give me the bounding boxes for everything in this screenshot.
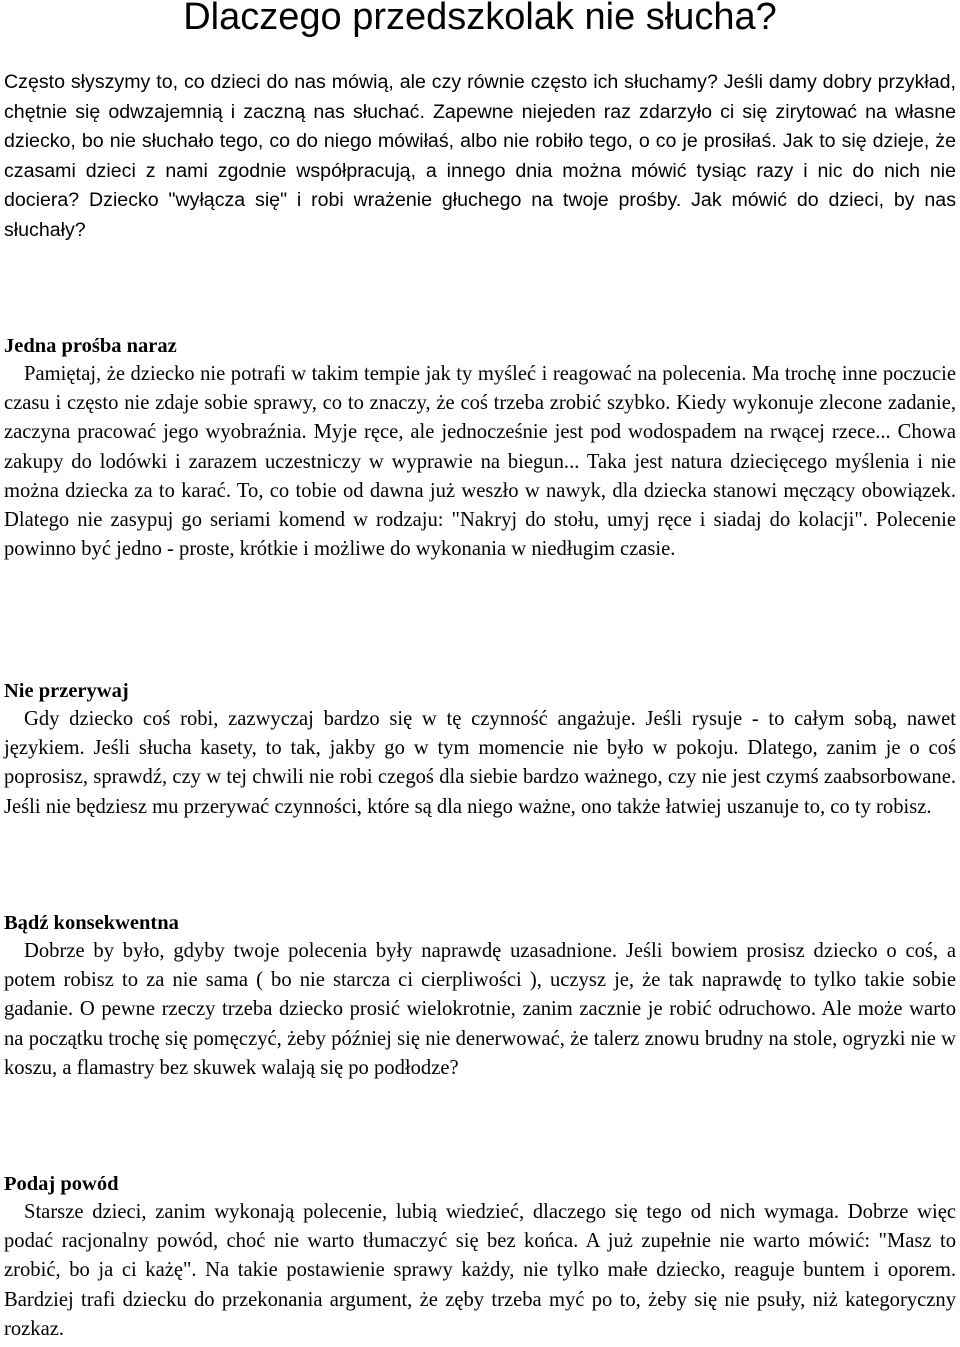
section-heading: Podaj powód [4,1173,119,1195]
section-give-reason [4,1170,956,1344]
section-paragraph: Starsze dzieci, zanim wykonają polecenie, lubią wiedzieć, dlaczego się tego od nich wymaga. Dobrze więc podać racjonalny powód, choć nie warto tłumaczyć się bez końca. A już zupełnie nie warto mówić: "Masz to zrobić, bo ja ci każę". Na takie postawienie sprawy każdy, nie tylko małe dziecko, reaguje buntem i oporem. Bardziej trafi dziecku do przekonania argument, że zęby trzeba myć po to, żeby się nie psuły, niż kategoryczny rozkaz. [4,1201,956,1340]
section-heading: Jedna prośba naraz [4,335,177,357]
section-be-consistent [4,909,956,1083]
section-paragraph: Gdy dziecko coś robi, zazwyczaj bardzo się w tę czynność angażuje. Jeśli rysuje - to całym sobą, nawet językiem. Jeśli słucha kasety, to tak, jakby go w tym momencie nie było w pokoju. Dlatego, zanim je o coś poprosisz, sprawdź, czy w tej chwili nie robi czegoś dla siebie bardzo ważnego, czy nie jest czymś zaabsorbowane. Jeśli nie będziesz mu przerywać czynności, które są dla niego ważne, ono także łatwiej uszanuje to, co ty robisz. [4,708,956,818]
document-title: Dlaczego przedszkolak nie słucha? [183,0,777,38]
intro-paragraph: Często słyszymy to, co dzieci do nas mówią, ale czy równie często ich słuchamy? Jeśli damy dobry przykład, chętnie się odwzajemnią i zaczną nas słuchać. Zapewne niejeden raz zdarzyło ci się zirytować na własne dziecko, bo nie słuchało tego, co do niego mówiłaś, albo nie robiło tego, o co je prosiłaś. Jak to się dzieje, że czasami dzieci z nami zgodnie współpracują, a innego dnia można mówić tysiąc razy i nic do nich nie dociera? Dziecko "wyłącza się" i robi wrażenie głuchego na twoje prośby. Jak mówić do dzieci, by nas słuchały? [4,71,956,241]
section-one-request [4,332,956,564]
section-heading: Bądź konsekwentna [4,912,179,934]
section-heading: Nie przerywaj [4,680,129,702]
section-paragraph: Pamiętaj, że dziecko nie potrafi w takim tempie jak ty myśleć i reagować na polecenia. Ma trochę inne poczucie czasu i często nie zdaje sobie sprawy, co to znaczy, że coś trzeba zrobić szybko. Kiedy wykonuje zlecone zadanie, zaczyna pracować jego wyobraźnia. Myje ręce, ale jednocześnie jest pod wodospadem na rwącej rzece... Chowa zakupy do lodówki i zarazem uczestniczy w wyprawie na biegun... Taka jest natura dziecięcego myślenia i nie można dziecka za to karać. To, co tobie od dawna już weszło w nawyk, dla dziecka stanowi męczący obowiązek. Dlatego nie zasypuj go seriami komend w rodzaju: "Nakryj do stołu, umyj ręce i siadaj do kolacji". Polecenie powinno być jedno - proste, krótkie i możliwe do wykonania w niedługim czasie. [4,363,956,561]
section-dont-interrupt [4,677,956,822]
section-paragraph: Dobrze by było, gdyby twoje polecenia były naprawdę uzasadnione. Jeśli bowiem prosisz dziecko o coś, a potem robisz to za nie sama ( bo nie starcza ci cierpliwości ), uczysz je, że tak naprawdę to tylko takie sobie gadanie. O pewne rzeczy trzeba dziecko prosić wielokrotnie, zanim zacznie je robić odruchowo. Ale może warto na początku trochę się pomęczyć, żeby później się nie denerwować, że talerz znowu brudny na stole, ogryzki nie w koszu, a flamastry bez skuwek walają się po podłodze? [4,940,956,1079]
